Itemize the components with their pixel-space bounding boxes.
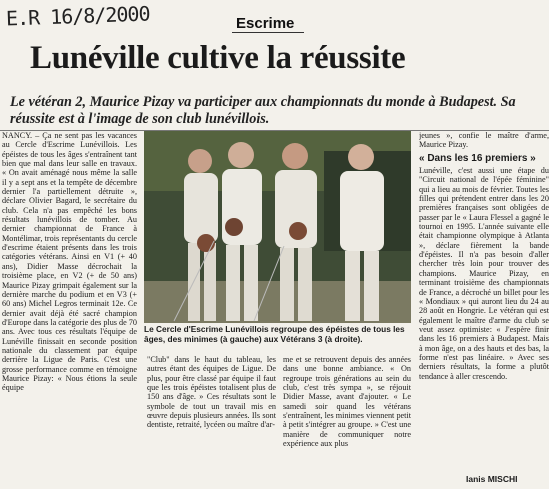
- photo-caption: Le Cercle d'Escrime Lunévillois regroupe des épéistes de tous les âges, des minimes (à gauche) aux Vétérans 3 (à droite).: [144, 324, 405, 344]
- article-headline: Lunéville cultive la réussite: [30, 40, 406, 76]
- column-4-intro: jeunes », confie le maître d'arme, Maurice Pizay.: [419, 131, 549, 150]
- team-photo: [144, 131, 411, 323]
- section-rubric: Escrime: [236, 15, 295, 32]
- article-deck: Le vétéran 2, Maurice Pizay va participer aux championnats du monde à Budapest. Sa réussite est à l'image de son club lunévillois.: [10, 94, 516, 127]
- handwritten-note: E.R 16/8/2000: [5, 1, 150, 31]
- column-4-body: Lunéville, c'est aussi une étape du "Circuit national de l'épée féminine" qui a lieu au mois de février. Toutes les filles qui prétendent entrer dans les 20 premières françaises sont obligées de passer par le « Laura Flessel a gagné le tournoi en 1995. L'année suivante elle était championne olympique à Atlanta », déclare fièrement la bande d'épéistes. Il n'a pas besoin d'aller chercher très loin pour trouver des champions. Maurice Pizay, en terminant troisième des championnats de France, a décroché un billet pour les « Mondiaux » qui auront lieu du 24 au 28 août en Hongrie. Le vétéran qui est également le maître d'arme du club se veut assez optimiste: « J'espère finir dans les 16 premiers à Budapest. Mais à mon âge, on a des hauts et des bas, la forme n'est pas linéaire. » Avec ses derniers résultats, la forme a plutôt tendance à aller crescendo.: [419, 166, 549, 381]
- article-column-3: me et se retrouvent depuis des années dans une bonne ambiance. « On regroupe trois générations au sein du club, c'est très sympa », se réjouit Didier Masse, avant d'ajouter. « Le samedi soir quand les vétérans s'entraînent, les minimes viennent petit à petit s'intégrer au groupe. » C'est une manière de communiquer notre expérience aux plus: [283, 355, 411, 449]
- author-byline: Ianis MISCHI: [466, 474, 518, 484]
- article-column-1: NANCY. – Ça ne sent pas les vacances au Cercle d'Escrime Lunévillois. Les épéistes de tous les âges s'entraînent tant bien que mal dans leur salle en travaux. « On avait aménagé nous même la salle il y a sept ans et la tempête de décembre dernier l'a partiellement détruite », déclare Olivier Bagard, le secrétaire du club. Cela n'a pas empêché les bons résultats lunévillois de tomber. Au dernier championnat de France à Montélimar, trois représentants du cercle d'escrime étaient présents dans les trois catégories vétérans. Ainsi en V1 (+ 40 ans), Didier Masse décrochait la troisième place, en V2 (+ de 50 ans) Maurice Pizay grimpait également sur la dernière marche du podium et en V3 (+ 60 ans) Michel Legros terminait 12e. Ce dernier avait déjà été sacré champion d'Europe dans la catégorie des plus de 70 ans. Avec tous ces résultats l'équipe de Lunéville finissait en seconde position nationale du classement par équipe derrière la Ligue de Paris. C'est une grosse performance comme en témoigne Maurice Pizay: « Nous étions la seule équipe: [2, 131, 137, 393]
- section-subhead: « Dans les 16 premiers »: [419, 152, 536, 164]
- article-column-4: [419, 131, 549, 487]
- rubric-underline: [232, 32, 304, 33]
- article-column-2: "Club" dans le haut du tableau, les autres étant des équipes de Ligue. De plus, pour être classé par équipe il faut que les trois épéistes totalisent plus de 150 ans d'âge. » Ces résultats sont le symbole de tout un travail mis en œuvre depuis plusieurs années. Ils sont dentiste, retraité, lycéen ou maître d'ar-: [147, 355, 276, 430]
